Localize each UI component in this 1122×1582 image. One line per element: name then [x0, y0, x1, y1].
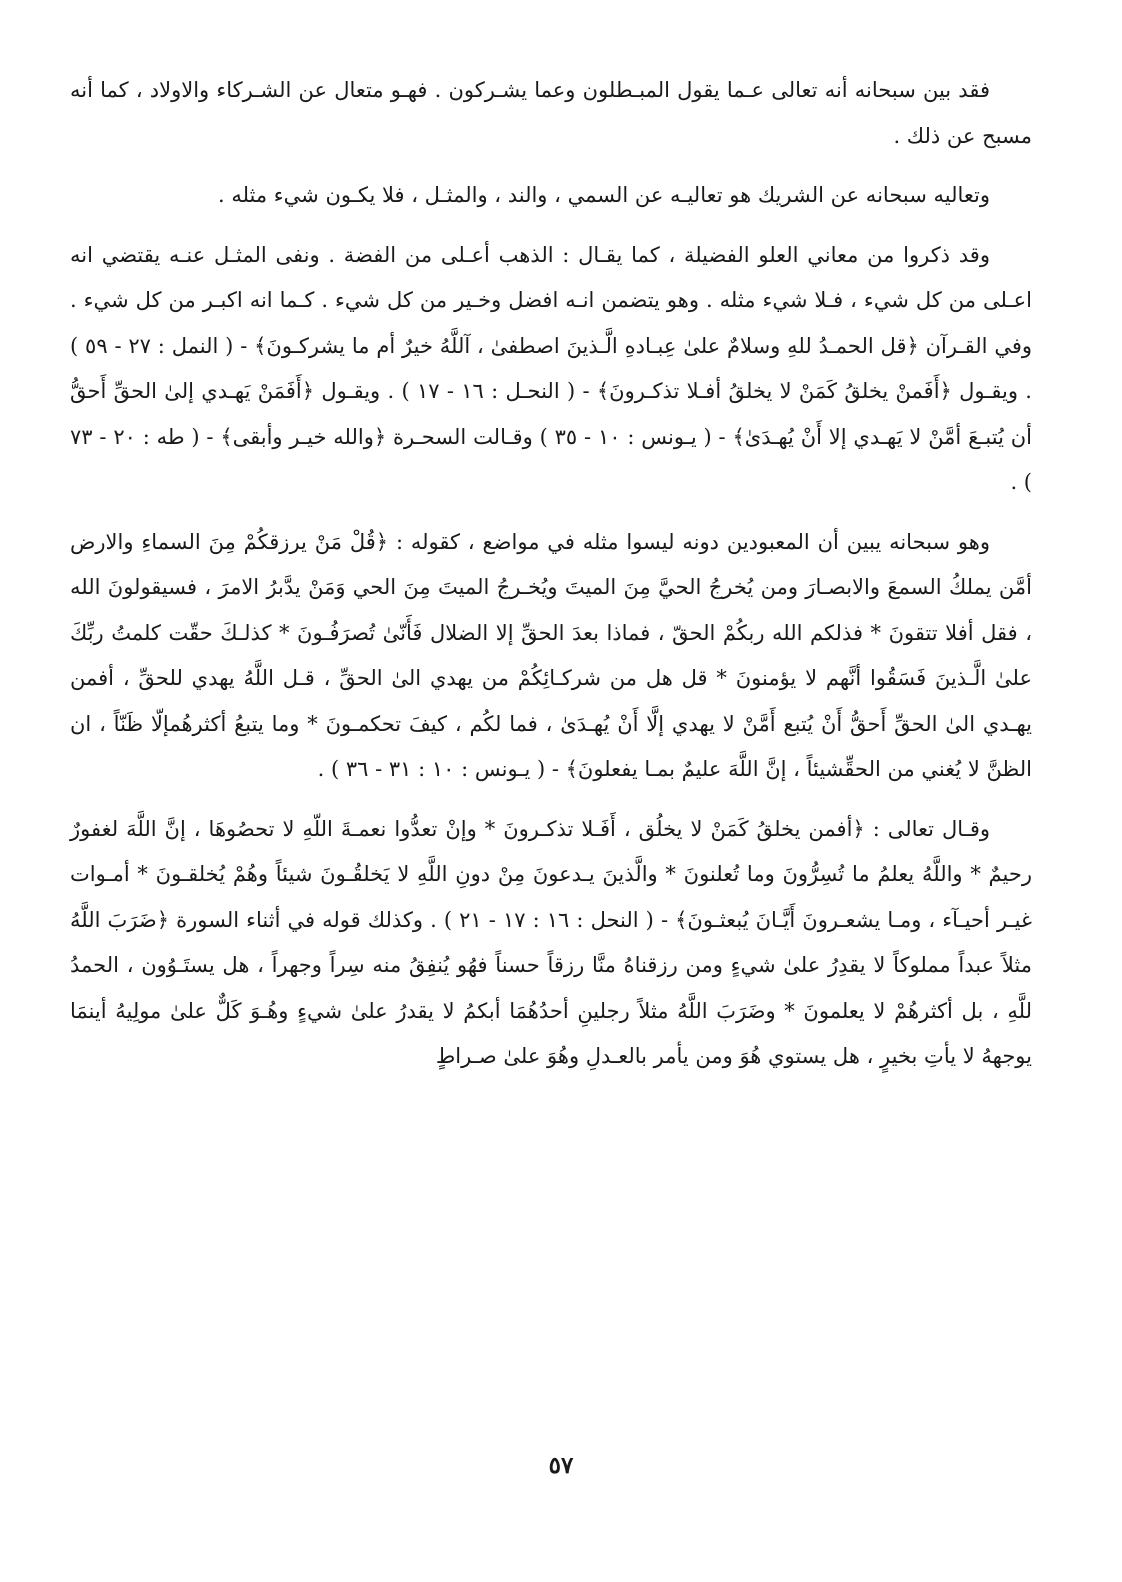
paragraph-5: وقـال تعالى : ﴿أفمن يخلقُ كَمَنْ لا يخلُق ، أَفَـلا تذكـرونَ * وإنْ تعدُّوا نعمـةَ اللّهِ لا تحصُوهَا ، إنَّ اللَّهَ لغفورٌ رحيمٌ * واللَّهُ يعلمُ ما تُسِرُّونَ وما تُعلنونَ * والَّذينَ يـدعونَ مِنْ دونِ اللَّهِ لا يَخلقُـونَ شيئاً وهُمْ يُخلقـونَ * أمـوات غيـر أحيـآء ، ومـا يشعـرونَ أَيَّـانَ يُبعثـونَ﴾ - ( النحل : ١٦ : ١٧ - ٢١ ) . وكذلك قوله في أثناء السورة ﴿ضَرَبَ اللَّهُ مثلاً عبداً مملوكاً لا يقدِرُ علىٰ شيءٍ ومن رزقناهُ منَّا رزقاً حسناً فهُو يُنفِقُ منه سِراً وجهراً ، هل يستَـوُون ، الحمدُ للَّهِ ، بل أكثرهُمْ لا يعلمونَ * وضَرَبَ اللَّهُ مثلاً رجلينِ أحدُهُمَا أبكمُ لا يقدرُ علىٰ شيءٍ وهُـوَ كَلٌّ علىٰ مولِيهُ أينمَا يوجههُ لا يأتِ بخيرٍ ، هل يستوي هُوَ ومن يأمر بالعـدلِ وهُوَ علىٰ صـراطٍ — [70, 816, 1032, 1068]
paragraph-2: وتعاليه سبحانه عن الشريك هو تعاليـه عن السمي ، والند ، والمثـل ، فلا يكـون شيء مثله . — [217, 183, 990, 207]
book-page-body — [70, 68, 1032, 1090]
page-number: ٥٧ — [548, 1452, 574, 1479]
paragraph-4: وهو سبحانه يبين أن المعبودين دونه ليسوا مثله في مواضع ، كقوله : ﴿قُلْ مَنْ يرزقكُمْ مِنَ السماءِ والارض أمَّن يملكُ السمعَ والابصـارَ ومن يُخرجُ الحيَّ مِنَ الميتَ ويُخـرجُ الميتَ مِنَ الحي وَمَنْ يدَّبرُ الامرَ ، فسيقولونَ الله ، فقل أفلا تتقونَ * فذلكم الله ربكُمْ الحقّ ، فماذا بعدَ الحقِّ إلا الضلال فَأَنّىٰ تُصرَفُـونَ * كذلـكَ حقّت كلمتُ ربِّكَ علىٰ الَّـذينَ فَسَقُوا أنَّهم لا يؤمنونَ * قل هل من شركـائِكُمْ من يهدي الىٰ الحقِّ ، قـل اللَّهُ يهدي للحقِّ ، أفمن يهـدي الىٰ الحقِّ أَحقُّ أَنْ يُتبع أَمَّنْ لا يهدي إلَّا أَنْ يُهـدَىٰ ، فما لكُم ، كيفَ تحكمـونَ * وما يتبعُ أكثرهُمإلّا ظَنّاً ، ان الظنَّ لا يُغني من الحقِّشيئاً ، إنَّ اللَّهَ عليمٌ بمـا يفعلونَ﴾ - ( يـونس : ١٠ : ٣١ - ٣٦ ) . — [70, 529, 1032, 781]
paragraph-3: وقد ذكروا من معاني العلو الفضيلة ، كما يقـال : الذهب أعـلى من الفضة . ونفى المثـل عنـه يقتضي انه اعـلى من كل شيء ، فـلا شيء مثله . وهو يتضمن انـه افضل وخـير من كل شيء . كـما انه اكبـر من كل شيء . وفي القـرآن ﴿قل الحمـدُ للهِ وسلامٌ علىٰ عِبـادهِ الَّـذينَ اصطفىٰ ، آللَّهُ خيرٌ أم ما يشركـونَ﴾ - ( النمل : ٢٧ - ٥٩ ) . ويقـول ﴿أَفَمنْ يخلقُ كَمَنْ لا يخلقُ أفـلا تذكـرونَ﴾ - ( النحـل : ١٦ - ١٧ ) . ويقـول ﴿أَفَمَنْ يَهـدي إلىٰ الحقِّ أَحقُّ أن يُتبـعَ أمَّنْ لا يَهـدي إلا أَنْ يُهـدَىٰ﴾ - ( يـونس : ١٠ - ٣٥ ) وقـالت السحـرة ﴿والله خيـر وأبقى﴾ - ( طه : ٢٠ - ٧٣ ) . — [70, 242, 1033, 494]
paragraph-1: فقد بين سبحانه أنه تعالى عـما يقول المبـطلون وعما يشـركون . فهـو متعال عن الشـركاء والاولاد ، كما أنه مسبح عن ذلك . — [70, 78, 1032, 148]
